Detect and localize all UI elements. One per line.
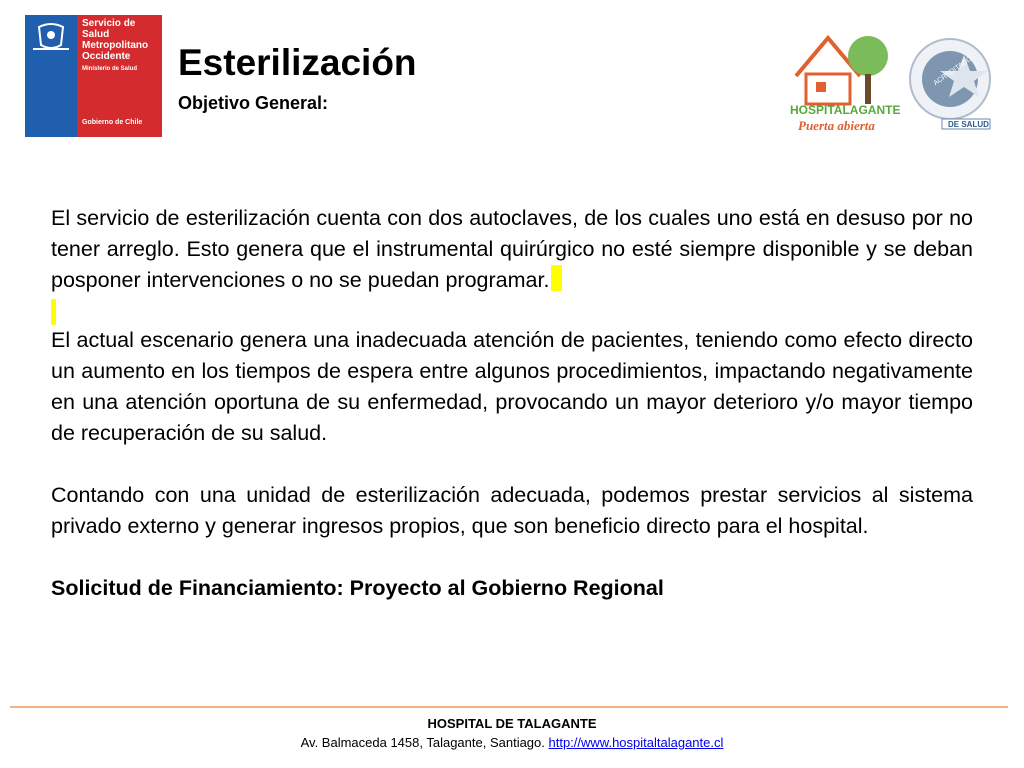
hospital-logo-tagline: Puerta abierta [798, 118, 875, 133]
footer-website-link[interactable]: http://www.hospitaltalagante.cl [548, 735, 724, 750]
paragraph-scenario: El actual escenario genera una inadecuada atención de pacientes, teniendo como efecto directo un aumento en los tiempos de espera entre algunos procedimientos, impactando negativamente en una atención oportuna de su enfermedad, provocando un mayor deterioro y/o mayor tiempo de recuperación de su salud. [51, 328, 973, 445]
paragraph-autoclaves [51, 203, 973, 296]
highlight-mark-cursor [51, 299, 56, 325]
accreditation-logo [904, 37, 996, 133]
ministry-logo-blue-panel [25, 15, 77, 137]
footer-address: Av. Balmaceda 1458, Talagante, Santiago. [300, 735, 549, 750]
slide-body [51, 203, 973, 604]
coat-of-arms-icon [31, 21, 71, 53]
page-subtitle: Objetivo General: [178, 93, 329, 113]
funding-request: Solicitud de Financiamiento: Proyecto al Gobierno Regional [51, 576, 664, 600]
footer-address-line [0, 735, 1024, 750]
ministry-logo-red-panel [77, 15, 162, 137]
hospital-logo [788, 30, 900, 138]
hospital-logo-name: HOSPITALAGANTE [790, 103, 900, 117]
tree-icon [848, 36, 888, 104]
accreditation-label: ACREDITADO [932, 55, 974, 88]
footer-divider [10, 706, 1008, 708]
ministry-logo-service: Servicio de Salud Metropolitano Occidente [82, 18, 149, 62]
ministry-logo-government: Gobierno de Chile [82, 119, 143, 126]
paragraph-private-services: Contando con una unidad de esterilización adecuada, podemos prestar servicios al sistema privado externo y generar ingresos propios, que son beneficio directo para el hospital. [51, 483, 973, 538]
footer-hospital-name: HOSPITAL DE TALAGANTE [427, 716, 597, 731]
ministry-logo-ministry: Ministerio de Salud [82, 66, 138, 72]
highlight-mark [551, 265, 562, 291]
paragraph-autoclaves-text: El servicio de esterilización cuenta con dos autoclaves, de los cuales uno está en desuso por no tener arreglo. Esto genera que el instrumental quirúrgico no esté siempre disponible y se deban posponer intervenciones o no se puedan programar. [51, 206, 973, 292]
accreditation-sub: DE SALUD [948, 120, 989, 129]
ministry-logo [25, 15, 162, 137]
page-title: Esterilización [178, 42, 417, 83]
